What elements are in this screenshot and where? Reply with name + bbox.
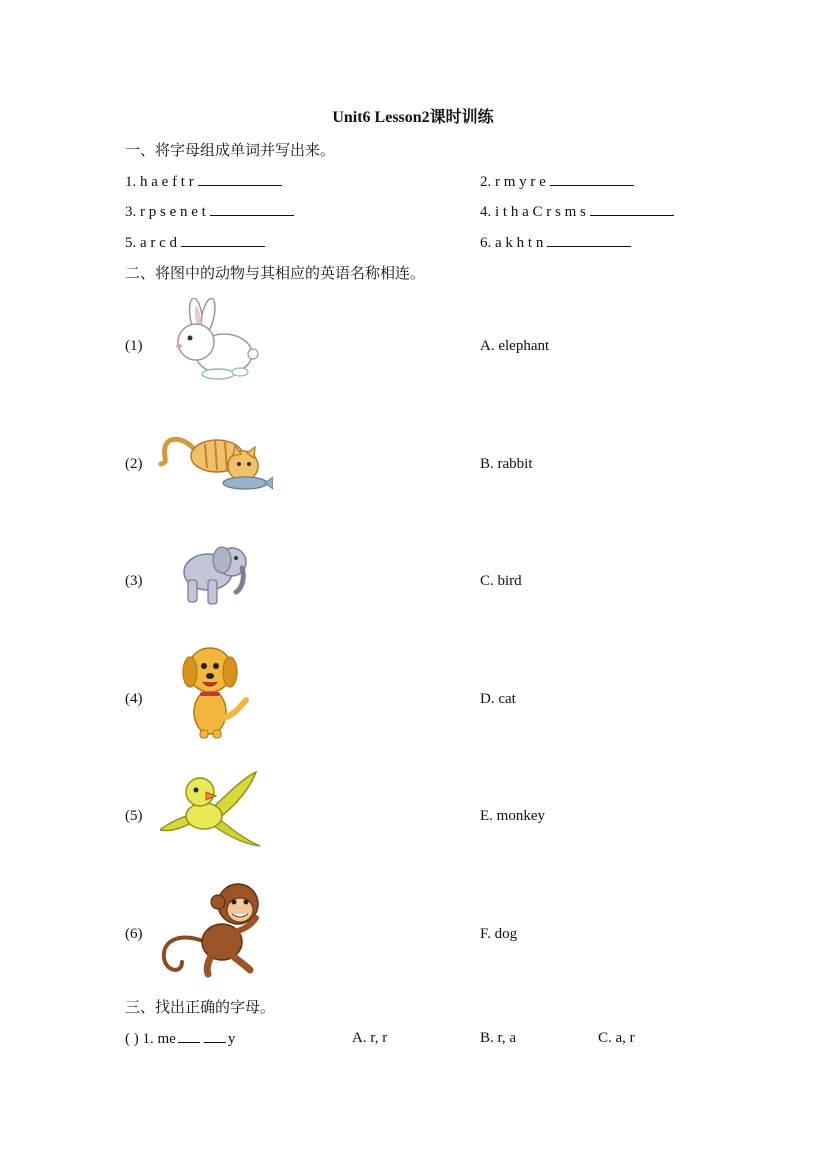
- bird-icon: [160, 770, 262, 850]
- letter-blank[interactable]: [204, 1028, 226, 1043]
- monkey-icon: [160, 880, 264, 978]
- answer-blank[interactable]: [550, 171, 634, 186]
- scramble-item: [125, 232, 265, 253]
- scramble-letters: 3. r p s e n e t: [125, 204, 206, 220]
- question-suffix: y: [227, 1031, 236, 1047]
- cat-icon: [155, 428, 273, 494]
- scramble-letters: 4. i t h a C r s m s: [480, 204, 586, 220]
- answer-blank[interactable]: [210, 201, 294, 216]
- picture-number: (1): [125, 338, 143, 354]
- scramble-letters: 5. a r c d: [125, 235, 178, 251]
- scramble-item: [125, 201, 294, 222]
- rabbit-icon: [160, 298, 260, 382]
- picture-number: (5): [125, 808, 143, 824]
- choice-option[interactable]: C. a, r: [598, 1030, 635, 1046]
- picture-number: (2): [125, 456, 143, 472]
- answer-blank[interactable]: [181, 232, 265, 247]
- answer-blank[interactable]: [590, 201, 674, 216]
- picture-number: (3): [125, 573, 143, 589]
- choice-option[interactable]: B. r, a: [480, 1030, 517, 1046]
- scramble-letters: 2. r m y r e: [480, 174, 546, 190]
- scramble-item: [480, 201, 674, 222]
- question-1: [125, 1028, 235, 1049]
- elephant-icon: [178, 540, 250, 608]
- word-option: E. monkey: [480, 808, 545, 824]
- word-option: B. rabbit: [480, 456, 533, 472]
- picture-number: (4): [125, 691, 143, 707]
- scramble-item: [480, 171, 634, 192]
- section1-heading: 一、将字母组成单词并写出来。: [125, 141, 336, 159]
- word-option: F. dog: [480, 926, 518, 942]
- scramble-letters: 6. a k h t n: [480, 235, 544, 251]
- answer-blank[interactable]: [198, 171, 282, 186]
- letter-blank[interactable]: [178, 1028, 200, 1043]
- scramble-item: [480, 232, 631, 253]
- page-title: Unit6 Lesson2课时训练: [332, 109, 494, 126]
- word-option: C. bird: [480, 573, 522, 589]
- word-option: A. elephant: [480, 338, 550, 354]
- word-option: D. cat: [480, 691, 516, 707]
- section3-heading: 三、找出正确的字母。: [125, 998, 276, 1016]
- answer-blank[interactable]: [547, 232, 631, 247]
- question-prefix: 1. me: [142, 1031, 176, 1047]
- scramble-letters: 1. h a e f t r: [125, 174, 194, 190]
- picture-number: (6): [125, 926, 143, 942]
- dog-icon: [176, 644, 254, 742]
- scramble-item: [125, 171, 282, 192]
- section2-heading: 二、将图中的动物与其相应的英语名称相连。: [125, 264, 426, 282]
- answer-bracket[interactable]: ( ): [125, 1031, 139, 1047]
- choice-option[interactable]: A. r, r: [352, 1030, 388, 1046]
